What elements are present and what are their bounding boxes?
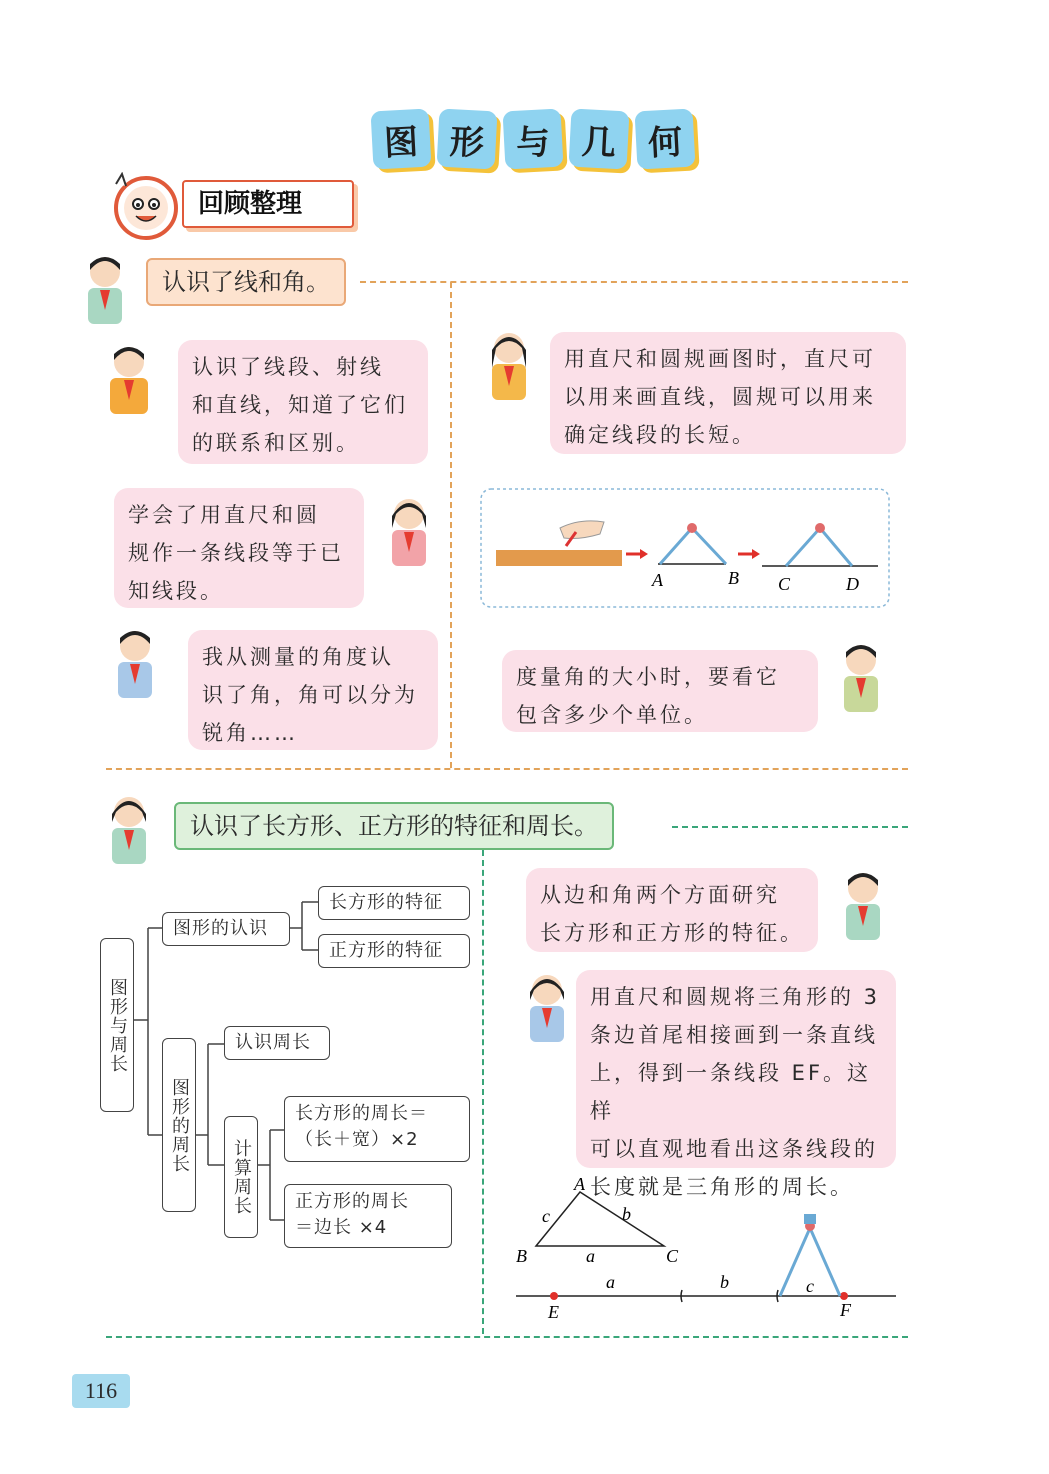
title-char: 几 <box>569 109 630 170</box>
speech-bubble <box>178 340 428 464</box>
bubble-line: 以用来画直线，圆规可以用来 <box>564 385 876 409</box>
speech-bubble <box>114 488 364 608</box>
page-number: 116 <box>72 1374 130 1408</box>
bubble-line: 条边首尾相接画到一条直线 <box>590 1023 878 1047</box>
bubble-line: 包含多少个单位。 <box>516 703 708 727</box>
bubble-line: 长方形和正方形的特征。 <box>540 921 804 945</box>
title-char: 图 <box>371 109 432 170</box>
point-label: F <box>840 1300 851 1320</box>
tree-node: 长方形的特征 <box>318 886 470 920</box>
vertex-label: B <box>516 1246 527 1266</box>
point-label: E <box>548 1302 559 1322</box>
girl-avatar-icon <box>378 494 440 570</box>
boy-avatar-icon <box>830 640 892 716</box>
bubble-line: 度量角的大小时，要看它 <box>516 665 780 689</box>
point-label: D <box>846 574 859 594</box>
title-char: 与 <box>503 109 564 170</box>
bubble-line: 识了角，角可以分为 <box>202 683 418 707</box>
tree-node: 图形的认识 <box>162 912 290 946</box>
formula-line: 正方形的周长 <box>295 1191 409 1212</box>
clock-mascot-icon <box>110 172 178 240</box>
formula-line: ＝边长 ×4 <box>295 1217 388 1239</box>
vertex-label: A <box>574 1176 585 1194</box>
segment-label: c <box>806 1276 814 1296</box>
tree-node: 计算周长 <box>224 1116 258 1238</box>
side-label: b <box>622 1204 631 1224</box>
bubble-line: 用直尺和圆规将三角形的 3 <box>590 985 881 1009</box>
divider <box>672 826 908 828</box>
bubble-line: 知线段。 <box>128 579 224 603</box>
formula-line: 长方形的周长＝ <box>295 1103 428 1124</box>
bubble-line: 长度就是三角形的周长。 <box>590 1175 854 1199</box>
speech-bubble <box>550 332 906 454</box>
title-char: 何 <box>635 109 696 170</box>
formula-line: （长＋宽）×2 <box>295 1129 419 1151</box>
segment-label: a <box>606 1272 615 1292</box>
bubble-line: 上，得到一条线段 EF。这样 <box>590 1061 872 1123</box>
section-heading: 认识了长方形、正方形的特征和周长。 <box>174 802 614 850</box>
tree-root-node: 图形与周长 <box>100 938 134 1112</box>
tree-node: 图形的周长 <box>162 1038 196 1212</box>
boy-avatar-icon <box>104 626 166 702</box>
divider <box>450 282 452 768</box>
point-label: A <box>652 570 663 590</box>
segment-label: b <box>720 1272 729 1292</box>
vertex-label: C <box>666 1246 679 1266</box>
point-label: B <box>728 568 739 588</box>
divider <box>106 768 908 770</box>
bubble-line: 我从测量的角度认 <box>202 645 394 669</box>
bubble-line: 从边和角两个方面研究 <box>540 883 780 907</box>
bubble-line: 用直尺和圆规画图时，直尺可 <box>564 347 876 371</box>
bubble-line: 和直线，知道了它们 <box>192 393 408 417</box>
divider <box>360 281 908 283</box>
bubble-line: 可以直观地看出这条线段的 <box>590 1137 878 1161</box>
title-char: 形 <box>437 109 498 170</box>
section-heading: 认识了线和角。 <box>146 258 346 306</box>
side-label: a <box>586 1246 595 1266</box>
girl-avatar-icon <box>98 792 160 868</box>
divider <box>106 1336 908 1338</box>
bubble-line: 锐角…… <box>202 721 298 745</box>
boy-avatar-icon <box>832 868 894 944</box>
speech-bubble <box>526 868 818 952</box>
bubble-line: 确定线段的长短。 <box>564 423 756 447</box>
review-badge <box>110 172 350 234</box>
ruler-compass-diagram <box>480 488 890 608</box>
bubble-line: 学会了用直尺和圆 <box>128 503 320 527</box>
girl-avatar-icon <box>516 970 578 1046</box>
point-label: C <box>778 574 791 594</box>
boy-avatar-icon <box>74 252 136 328</box>
speech-bubble <box>188 630 438 750</box>
bubble-line: 认识了线段、射线 <box>192 355 384 379</box>
boy-avatar-icon <box>98 342 160 418</box>
review-label: 回顾整理 <box>182 180 354 228</box>
side-label: c <box>542 1206 550 1226</box>
formula-box <box>284 1184 452 1248</box>
bubble-line: 规作一条线段等于已 <box>128 541 344 565</box>
tree-node: 正方形的特征 <box>318 934 470 968</box>
speech-bubble <box>502 650 818 732</box>
page-title <box>372 110 694 168</box>
triangle-perimeter-diagram <box>506 1176 904 1326</box>
speech-bubble <box>576 970 896 1199</box>
formula-box <box>284 1096 470 1162</box>
girl-avatar-icon <box>478 328 540 404</box>
tree-node: 认识周长 <box>224 1026 330 1060</box>
bubble-line: 的联系和区别。 <box>192 431 360 455</box>
